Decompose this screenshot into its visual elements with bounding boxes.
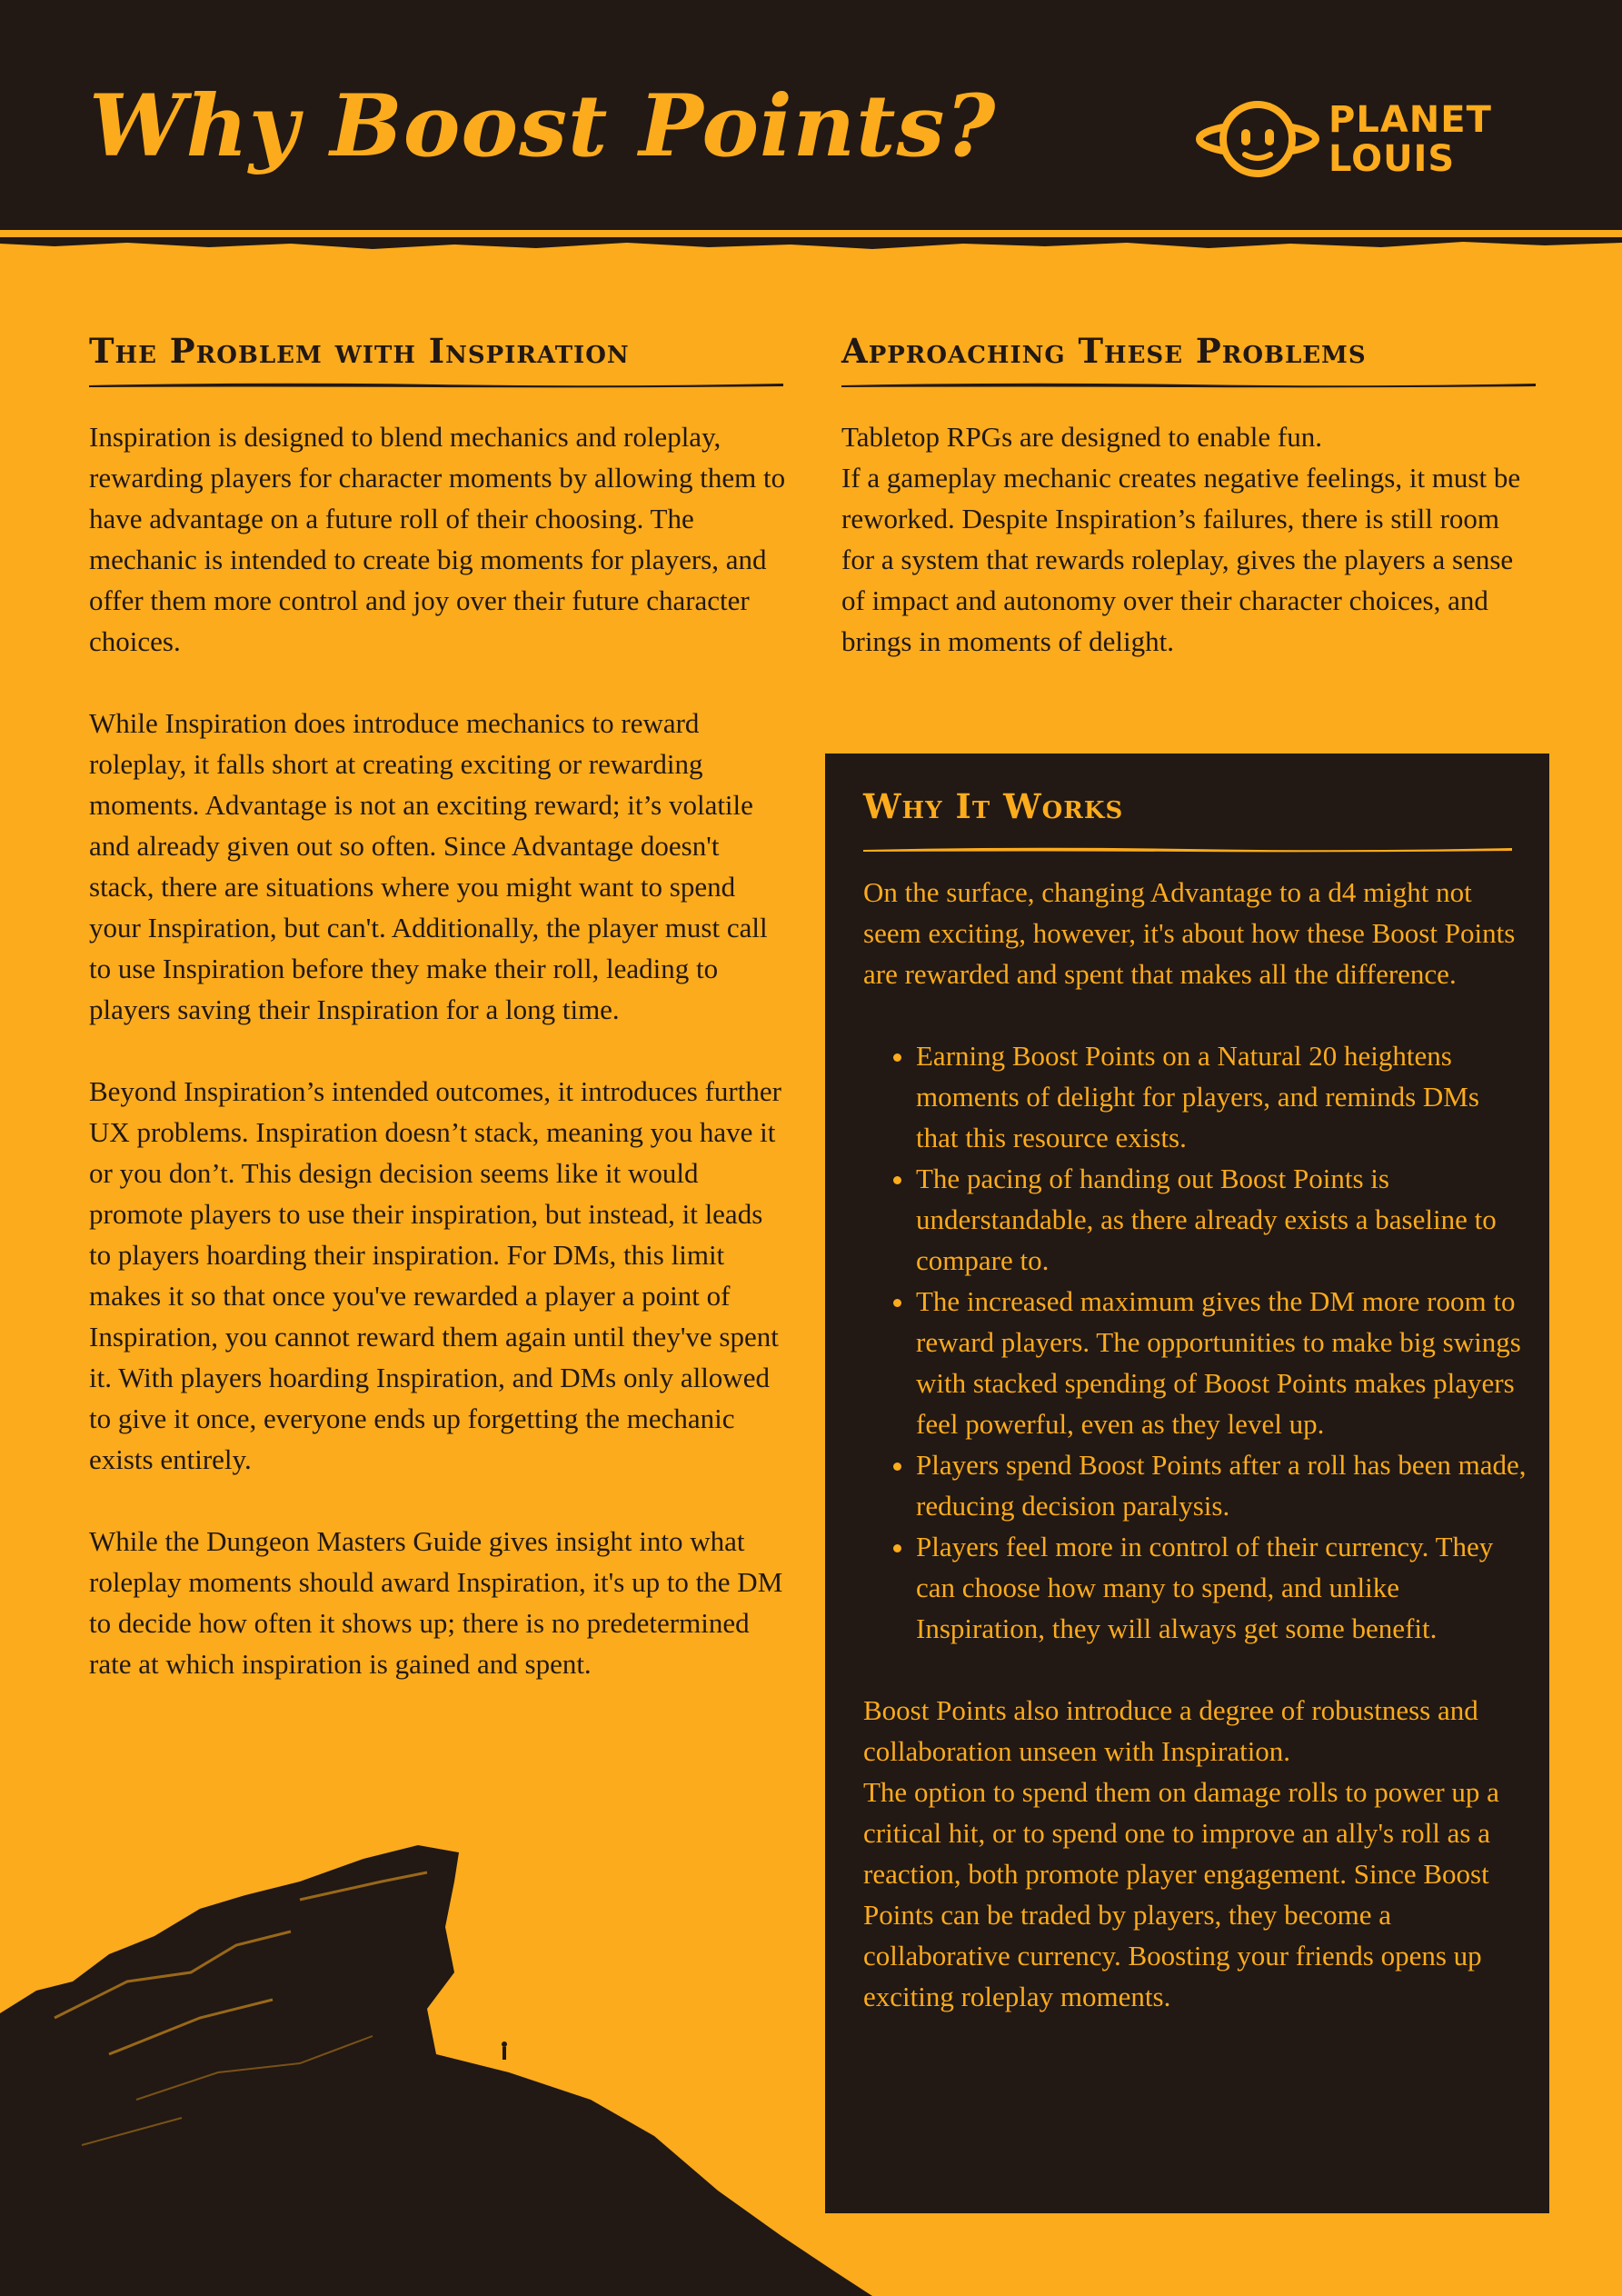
logo-line-1: PLANET: [1328, 99, 1492, 141]
approach-heading: Approaching These Problems: [841, 331, 1367, 371]
problem-heading: The Problem with Inspiration: [89, 331, 630, 371]
list-item: • Players spend Boost Points after a roll has been made, reducing decision paralysis.: [916, 1444, 1527, 1526]
problem-paragraph: While the Dungeon Masters Guide gives insight into what roleplay moments should award Inspiration, it's up to the DM to decide how often it shows up; there is no predetermined rate at which inspiration is gained and spent.: [89, 1525, 783, 1680]
planet-face-icon: [1196, 98, 1319, 180]
why-heading: Why It Works: [863, 786, 1124, 826]
problem-paragraph: Inspiration is designed to blend mechanics and roleplay, rewarding players for character moments by allowing them to have advantage on a future roll of their choosing. The mechanic is intended to create big moments for players, and offer them more control and joy over their future character choices.: [89, 421, 786, 657]
problem-heading-rule: [89, 380, 783, 389]
problem-paragraph: Beyond Inspiration’s intended outcomes, it introduces further UX problems. Inspiration doesn’t stack, meaning you have it or you don’t. This design decision seems like it would promote players to use their inspiration, but instead, it leads to players hoarding their inspiration. For DMs, this limit makes it so that once you've rewarded a player a point of Inspiration, you cannot reward them again until they've spent it. With players hoarding Inspiration, and DMs only allowed to give it once, everyone ends up forgetting the mechanic exists entirely.: [89, 1075, 781, 1475]
approach-line-1: Tabletop RPGs are designed to enable fun.: [841, 421, 1322, 453]
header-divider: [0, 230, 1622, 237]
logo-wordmark: [1328, 101, 1492, 179]
approach-body: [841, 416, 1532, 662]
hiker-figure: [502, 2041, 507, 2060]
list-item: • Earning Boost Points on a Natural 20 heightens moments of delight for players, and reminds DMs that this resource exists.: [916, 1035, 1527, 1158]
why-it-works-panel: [825, 754, 1549, 2213]
approach-heading-rule: [841, 380, 1536, 389]
problem-body: [89, 416, 789, 1684]
list-item: • Players feel more in control of their currency. They can choose how many to spend, and unlike Inspiration, they will always get some benefit.: [916, 1526, 1527, 1649]
problem-paragraph: While Inspiration does introduce mechanics to reward roleplay, it falls short at creating exciting or rewarding moments. Advantage is not an exciting reward; it’s volatile and already given out so often. Since Advantage doesn't stack, there are situations where you might want to spend your Inspiration, but can't. Additionally, the player must call to use Inspiration before they make their roll, leading to players saving their Inspiration for a long time.: [89, 707, 768, 1025]
brand-logo: [1196, 98, 1541, 180]
why-intro: On the surface, changing Advantage to a d4 might not seem exciting, however, it's about how these Boost Points are rewarded and spent that makes all the difference.: [863, 876, 1516, 990]
list-item: • The increased maximum gives the DM more room to reward players. The opportunities to make big swings with stacked spending of Boost Points makes players feel powerful, even as they level up.: [916, 1281, 1527, 1444]
why-body: [863, 872, 1527, 2017]
logo-line-2: LOUIS: [1328, 138, 1456, 180]
list-item: • The pacing of handing out Boost Points is understandable, as there already exists a baseline to compare to.: [916, 1158, 1527, 1281]
cliff-illustration: [0, 1845, 909, 2296]
why-outro-2: The option to spend them on damage rolls to power up a critical hit, or to spend one to improve an ally's roll as a reaction, both promote player engagement. Since Boost Points can be traded by players, they become a collaborative currency. Boosting your friends opens up exciting roleplay moments.: [863, 1776, 1499, 2012]
why-heading-rule: [863, 844, 1512, 854]
why-bullet-list: [863, 1035, 1527, 1649]
page-title: Why Boost Points?: [89, 76, 997, 176]
header-torn-edge: [0, 237, 1622, 261]
why-outro-1: Boost Points also introduce a degree of robustness and collaboration unseen with Inspiration.: [863, 1694, 1478, 1767]
approach-line-2: If a gameplay mechanic creates negative feelings, it must be reworked. Despite Inspiration’s failures, there is still room for a system that rewards roleplay, gives the players a sense of impact and autonomy over their character choices, and brings in moments of delight.: [841, 462, 1521, 657]
